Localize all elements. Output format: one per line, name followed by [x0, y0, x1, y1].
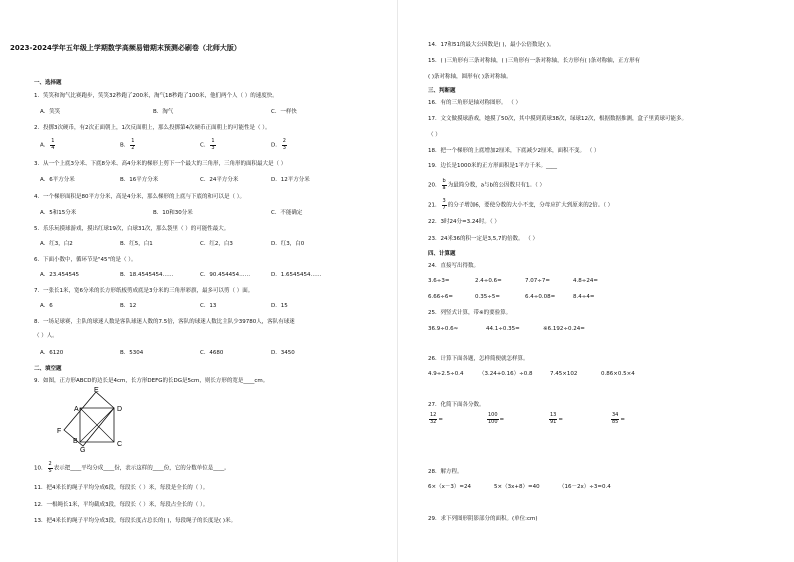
q8-option-d: D．3450	[271, 350, 295, 356]
q6-option-d: D．1.6545454……	[271, 272, 322, 278]
question-11: 11．把4米长的绳子平均分成6段，每段长（ ）米，每段是全长的（ ）。	[34, 485, 209, 491]
q2-option-a: A． $\frac{1}{4}$	[40, 138, 55, 151]
fraction-item: $\frac{13}{91}$ =	[550, 412, 563, 425]
q3-option-a: A．6平方分米	[40, 177, 75, 183]
question-6: 6．下面小数中，循环节是"45"的是（ ）。	[34, 257, 137, 263]
question-23: 23．24米36的积一定是3,5,7的倍数。 （ ）	[428, 236, 538, 242]
q4-option-b: B．10和30分米	[153, 210, 193, 216]
equation-item: 6×（x－3）=24	[428, 484, 471, 490]
label-d: D	[117, 406, 123, 413]
q3-option-d: D．12平方分米	[271, 177, 310, 183]
question-1: 1．笑笑和淘气比赛跑步，笑笑32秒跑了200米，淘气18秒跑了100米，他们两个人（ ）的速度快。	[34, 93, 278, 99]
q1-option-b: B．淘气	[153, 109, 174, 115]
right-column	[398, 0, 794, 562]
question-5: 5．乐乐玩摸球游戏，摸出红球19次，白球31次，那么袋里（ ）的可能性最大。	[34, 226, 230, 232]
q2-option-d: D． $\frac{2}{3}$	[271, 138, 286, 151]
calc-item: 8.4÷4=	[573, 294, 595, 300]
q5-option-b: B．红5，白1	[120, 241, 153, 247]
calc-item: 2.4÷0.6=	[475, 278, 502, 284]
question-7: 7．一张长1米，宽6分米的长方形纸板剪成底是3分米的三角形彩旗，最多可以剪（ ）面。	[34, 288, 254, 294]
question-24: 24．直接写出得数。	[428, 263, 479, 269]
calc-item: 6.4÷0.08=	[525, 294, 556, 300]
q4-option-c: C．不能确定	[271, 210, 303, 216]
label-c: C	[117, 441, 123, 448]
section-calc-heading: 四、计算题	[428, 251, 456, 257]
question-17-cont: （ ）	[428, 132, 441, 138]
q7-option-d: D．15	[271, 303, 288, 309]
q3-option-c: C．24平方分米	[200, 177, 239, 183]
question-22: 22．3时24分=3.24时。（ ）	[428, 219, 500, 225]
q7-option-c: C．13	[200, 303, 217, 309]
question-18: 18．把一个梯形的上底增加2厘米，下底减少2厘米，面积不变。 （ ）	[428, 148, 600, 154]
fraction-item: $\frac{34}{85}$ =	[612, 412, 625, 425]
question-12: 12．一根绳长1米，平均截成3段，每段长（ ）米，每段占全长的（ ）。	[34, 502, 209, 508]
section-judge-heading: 三、判断题	[428, 88, 456, 94]
fraction-item: $\frac{12}{32}$ =	[430, 412, 443, 425]
left-column	[0, 0, 396, 562]
question-2: 2．投掷3次硬币，有2次正面朝上，1次反面朝上，那么投掷第4次硬币正面朝上的可能性是（ ）。	[34, 125, 271, 131]
question-20: 20． $\frac{b}{a}$ 为最简分数，a与b的公因数只有1。（ ）	[428, 178, 546, 191]
calc-item: ※6.192÷0.24=	[543, 326, 585, 332]
question-26: 26．计算下面各题，怎样简便就怎样算。	[428, 356, 529, 362]
question-15-cont: ( )条对称轴，圆形有( )条对称轴。	[428, 74, 512, 80]
label-b: B	[73, 438, 78, 445]
calc-item: 4.8÷24=	[573, 278, 598, 284]
question-9: 9．如图，正方形ABCD的边长是4cm，长方形DEFG的长DG是5cm，则长方形的宽是____cm。	[34, 378, 269, 384]
q6-option-b: B．18.4545454……	[120, 272, 174, 278]
q6-option-a: A．23.454545	[40, 272, 80, 278]
question-19: 19．边长是1000米的正方形面积是1平方千米。____	[428, 163, 557, 169]
q5-option-a: A．红3，白2	[40, 241, 73, 247]
question-27: 27．化简下面各分数。	[428, 402, 485, 408]
q5-option-d: D．红3，白0	[271, 241, 305, 247]
question-10: 10． $\frac{2}{5}$ 表示把____平均分成____份，表示这样的____份，它的分数单位是____。	[34, 461, 230, 474]
q7-option-a: A．6	[40, 303, 53, 309]
label-a: A	[74, 406, 79, 413]
calc-item: 7.45×102	[550, 371, 578, 377]
question-21: 21． $\frac{3}{7}$ 的分子增加6，要使分数的大小不变，分母应扩大到原来的2倍。（ ）	[428, 198, 614, 211]
geometry-figure	[34, 387, 154, 454]
question-4: 4．一个梯形面积是80平方分米，高是4分米，那么梯形的上底与下底的和可以是（ ）。	[34, 194, 245, 200]
question-15: 15．( )三角形有三条对称轴，( )三角形有一条对称轴，长方形有( )条对称轴，正方形有	[428, 58, 641, 64]
q8-option-c: C．4680	[200, 350, 224, 356]
label-g: G	[80, 447, 86, 454]
question-29: 29．求下列图形阴影部分的面积。(单位:cm)	[428, 516, 538, 522]
calc-item: 6.66÷6=	[428, 294, 453, 300]
q1-option-c: C．一样快	[271, 109, 297, 115]
q8-option-b: B．5304	[120, 350, 144, 356]
page-title: 2023-2024学年五年级上学期数学高频易错期末预测必刷卷（北师大版）	[10, 44, 241, 52]
calc-item: 0.86×0.5×4	[601, 371, 635, 377]
equation-item: 5×（3x+8）=40	[494, 484, 540, 490]
q2-option-c: C． $\frac{1}{3}$	[200, 138, 215, 151]
section-choice-heading: 一、选择题	[34, 80, 62, 86]
calc-item: 36.9÷0.6≈	[428, 326, 459, 332]
q3-option-b: B．16平方分米	[120, 177, 159, 183]
question-16: 16．有的三角形是轴对称图形。 （ ）	[428, 100, 521, 106]
question-28: 28．解方程。	[428, 469, 463, 475]
question-3: 3．从一个上底3分米、下底8分米、高4分米的梯形上剪下一个最大的三角形，三角形的面积最大是（ ）	[34, 161, 287, 167]
question-13: 13．把4米长的绳子平均分成3段，每段长度占总长的( )，每段绳子的长度是( )米。	[34, 518, 237, 524]
calc-item: 44.1÷0.35=	[486, 326, 520, 332]
question-8-cont: （ ）人。	[34, 333, 58, 339]
question-8: 8．一场足球赛，主队的球迷人数是客队球迷人数的7.5倍，客队的球迷人数比主队少39780人，客队有球迷	[34, 319, 295, 325]
q4-option-a: A．5和15分米	[40, 210, 77, 216]
calc-item: 0.35÷5=	[475, 294, 500, 300]
equation-item: （16－2x）÷3=0.4	[559, 484, 611, 490]
fraction-item: $\frac{100}{100}$ =	[488, 412, 505, 425]
calc-item: 3.6÷3=	[428, 278, 450, 284]
calc-item: （3.24+0.16）÷0.8	[479, 371, 533, 377]
calc-item: 7.07÷7=	[525, 278, 550, 284]
calc-item: 4.9÷2.5÷0.4	[428, 371, 464, 377]
question-17: 17．文文做摸球游戏，她摸了50次，其中摸到黄球38次，绿球12次，根据数据推测，盒子里黄球可能多。	[428, 116, 687, 122]
q8-option-a: A．6120	[40, 350, 64, 356]
question-14: 14．17和51的最大公因数是( )，最小公倍数是( )。	[428, 42, 555, 48]
q2-option-b: B． $\frac{1}{2}$	[120, 138, 135, 151]
label-e: E	[94, 387, 99, 394]
label-f: F	[57, 428, 62, 435]
q7-option-b: B．12	[120, 303, 137, 309]
section-fill-heading: 二、填空题	[34, 366, 62, 372]
q6-option-c: C．90.454454……	[200, 272, 251, 278]
rectangle-defg	[64, 392, 114, 446]
question-25: 25．列竖式计算，带※的要验算。	[428, 310, 512, 316]
q5-option-c: C．红2，白3	[200, 241, 233, 247]
q1-option-a: A．笑笑	[40, 109, 61, 115]
